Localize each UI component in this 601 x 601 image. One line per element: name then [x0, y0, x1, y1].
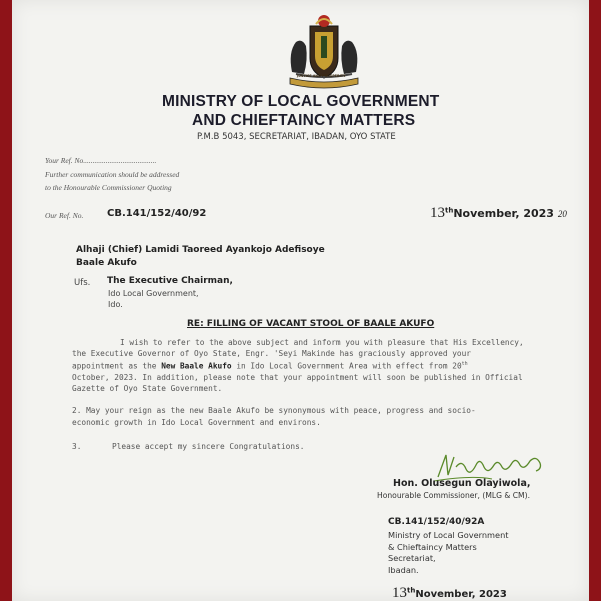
body-p1-line3-bold: New Baale Akufo [161, 361, 232, 371]
body-p1-line4: October, 2023. In addition, please note that your appointment will soon be published in Official [72, 373, 523, 382]
letter-page [12, 0, 589, 601]
crest-motto: JUSTICE AND PROSPERITY [297, 74, 346, 78]
copy-date-month-year: November, 2023 [415, 589, 507, 600]
ministry-address: P.M.B 5043, SECRETARIAT, IBADAN, OYO STATE [197, 132, 396, 142]
our-ref-label: Our Ref. No. [45, 211, 84, 220]
copy-line1: Ministry of Local Government [388, 530, 509, 540]
date-suffix: th [445, 206, 454, 215]
body-p1-line3 [72, 361, 468, 371]
body-p3-text: Please accept my sincere Congratulations. [112, 442, 305, 451]
ministry-title-line1: MINISTRY OF LOCAL GOVERNMENT [162, 93, 440, 110]
addressee-name: Alhaji (Chief) Lamidi Taoreed Ayankojo Adefisoye [76, 245, 325, 255]
body-p2-line2: economic growth in Ido Local Government and environs. [72, 418, 321, 427]
date-month-year: November, 2023 [453, 207, 554, 220]
body-p1-line3-sup: th [461, 361, 468, 367]
date-day: 13 [430, 205, 445, 221]
our-ref-number: CB.141/152/40/92 [107, 208, 207, 219]
ufs-line3: Ido. [108, 300, 123, 309]
date-year-suffix: 20 [557, 209, 567, 219]
ufs-line1: The Executive Chairman, [107, 276, 233, 286]
body-p1-line3-c: in Ido Local Government Area with effect from 20 [231, 361, 462, 371]
body-p1-line1: I wish to refer to the above subject and inform you with pleasure that His Excellency, [120, 338, 524, 347]
signatory-title: Honourable Commissioner, (MLG & CM). [377, 491, 530, 500]
copy-line3: Secretariat, [388, 553, 436, 563]
body-p2-line1: 2. May your reign as the new Baale Akufo be synonymous with peace, progress and socio- [72, 406, 476, 415]
copy-date [392, 585, 507, 601]
body-p3-number: 3. [72, 442, 82, 451]
copy-line4: Ibadan. [388, 565, 419, 575]
letter-date [430, 205, 567, 222]
copy-date-suffix: th [407, 586, 416, 595]
copy-date-day: 13 [392, 585, 407, 601]
body-p1-line3-a: appointment as the [72, 361, 162, 371]
letter-subject: RE: FILLING OF VACANT STOOL OF BAALE AKUFO [187, 319, 435, 329]
ministry-title-line2: AND CHIEFTAINCY MATTERS [192, 112, 416, 129]
to-commissioner-line: to the Honourable Commissioner Quoting [45, 183, 172, 192]
ufs-label: Ufs. [74, 278, 91, 288]
coat-of-arms-icon [282, 12, 366, 94]
addressee-title: Baale Akufo [76, 258, 137, 268]
signatory-name: Hon. Olusegun Olayiwola, [393, 478, 531, 489]
further-communication-line: Further communication should be addressed [45, 170, 180, 179]
body-p1-line5: Gazette of Oyo State Government. [72, 384, 223, 393]
copy-ref: CB.141/152/40/92A [388, 517, 485, 527]
copy-line2: & Chieftaincy Matters [388, 542, 477, 552]
your-ref-line: Your Ref. No....................................... [45, 156, 157, 165]
ufs-line2: Ido Local Government, [108, 289, 199, 298]
body-p1-line2: the Executive Governor of Oyo State, Engr. 'Seyi Makinde has graciously approved your [72, 349, 472, 358]
